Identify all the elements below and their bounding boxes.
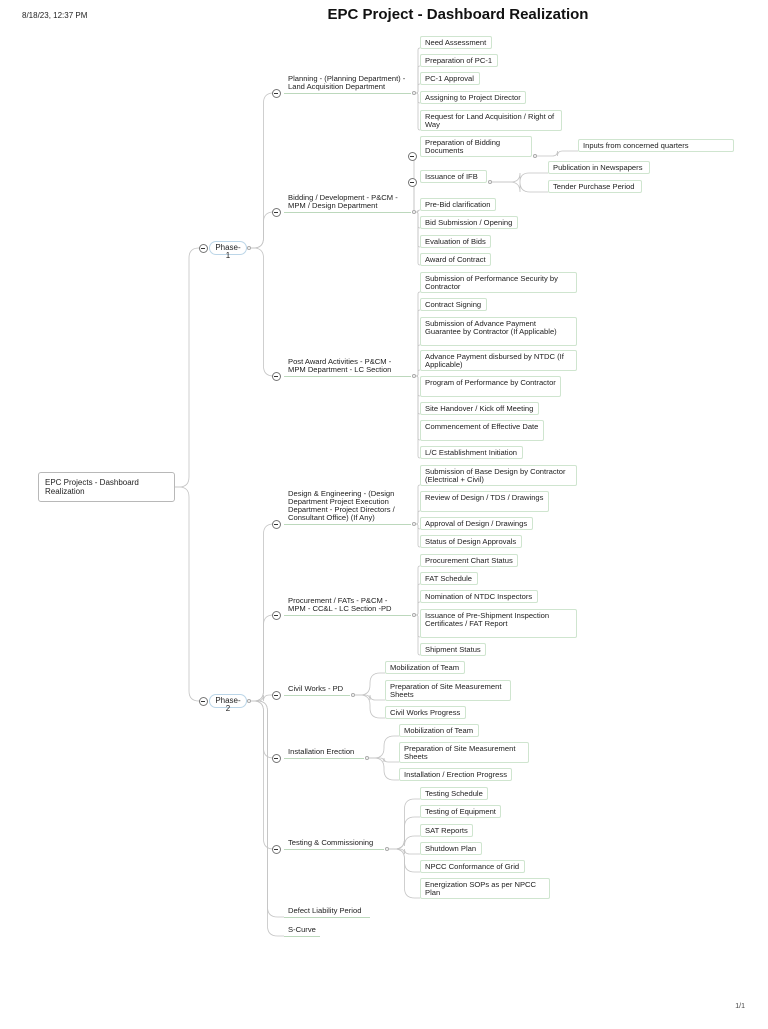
list-item[interactable]: Site Handover / Kick off Meeting	[420, 402, 539, 415]
item-collapse-toggle[interactable]	[408, 152, 417, 161]
branch-collapse-toggle[interactable]	[272, 208, 281, 217]
branch-collapse-toggle[interactable]	[272, 845, 281, 854]
list-item[interactable]: Review of Design / TDS / Drawings	[420, 491, 549, 512]
list-item[interactable]: Mobilization of Team	[385, 661, 465, 674]
phase-1-connector-dot	[247, 246, 251, 250]
page-number: 1/1	[735, 1003, 745, 1010]
list-item[interactable]: Award of Contract	[420, 253, 491, 266]
list-item[interactable]: Issuance of Pre-Shipment Inspection Certificates / FAT Report	[420, 609, 577, 638]
sub-list-item[interactable]: Tender Purchase Period	[548, 180, 642, 193]
list-item[interactable]: Submission of Base Design by Contractor (Electrical + Civil)	[420, 465, 577, 486]
phase-2-connector-dot	[247, 699, 251, 703]
phase-2-collapse-toggle[interactable]	[199, 697, 208, 706]
connector-item	[389, 849, 420, 854]
list-item[interactable]: Bid Submission / Opening	[420, 216, 518, 229]
list-item[interactable]: Mobilization of Team	[399, 724, 479, 737]
branch-collapse-toggle[interactable]	[272, 754, 281, 763]
branch-connector-dot	[412, 91, 416, 95]
connector-sub-item	[537, 151, 578, 156]
connector-item	[416, 370, 420, 376]
branch-connector-dot	[351, 693, 355, 697]
list-item[interactable]: Preparation of Site Measurement Sheets	[399, 742, 529, 763]
branch-node-testing-and-commissioning[interactable]: Testing & Commissioning	[284, 837, 384, 850]
connector-root-phase-2	[175, 487, 203, 701]
list-item[interactable]: Contract Signing	[420, 298, 487, 311]
list-item[interactable]: Need Assessment	[420, 36, 492, 49]
branch-node-planning-planning-department-land-acquis[interactable]: Planning - (Planning Department) - Land Acquisition Department	[284, 73, 411, 94]
branch-node-procurement-fats-pandcm-mpm-ccandl-lc-se[interactable]: Procurement / FATs - P&CM - MPM - CC&L - LC Section -PD	[284, 595, 411, 616]
print-datetime: 8/18/23, 12:37 PM	[22, 11, 88, 20]
list-item[interactable]: Procurement Chart Status	[420, 554, 518, 567]
branch-node-design-and-engineering-design-department[interactable]: Design & Engineering - (Design Department Project Execution Department - Project Directors / Consultant Office) (If Any)	[284, 488, 411, 525]
connector-procurement-fats-pandcm-mpm-ccandl-lc-se	[251, 615, 276, 701]
item-connector-dot	[533, 154, 537, 158]
branch-collapse-toggle[interactable]	[272, 89, 281, 98]
page-title: EPC Project - Dashboard Realization	[327, 6, 589, 23]
list-item[interactable]: Request for Land Acquisition / Right of Way	[420, 110, 562, 131]
phase-node-phase-1[interactable]: Phase-1	[209, 241, 247, 255]
branch-node-defect-liability-period[interactable]: Defect Liability Period	[284, 905, 370, 918]
list-item[interactable]: Program of Performance by Contractor	[420, 376, 561, 397]
branch-collapse-toggle[interactable]	[272, 520, 281, 529]
branch-node-post-award-activities-pandcm-mpm-departm[interactable]: Post Award Activities - P&CM - MPM Department - LC Section	[284, 356, 411, 377]
list-item[interactable]: Submission of Performance Security by Contractor	[420, 272, 577, 293]
connector-item	[355, 695, 385, 700]
item-collapse-toggle[interactable]	[408, 178, 417, 187]
list-item[interactable]: PC-1 Approval	[420, 72, 480, 85]
branch-node-bidding-development-pandcm-mpm-design-de[interactable]: Bidding / Development - P&CM - MPM / Design Department	[284, 192, 411, 213]
branch-connector-dot	[385, 847, 389, 851]
connector-testing-and-commissioning	[251, 701, 276, 849]
list-item[interactable]: Nomination of NTDC Inspectors	[420, 590, 538, 603]
branch-connector-dot	[412, 374, 416, 378]
branch-connector-dot	[365, 756, 369, 760]
list-item[interactable]: Testing of Equipment	[420, 805, 501, 818]
branch-collapse-toggle[interactable]	[272, 691, 281, 700]
item-connector-dot	[488, 180, 492, 184]
list-item[interactable]: Shipment Status	[420, 643, 486, 656]
connector-post-award-activities-pandcm-mpm-departm	[251, 248, 276, 376]
connector-root-phase-1	[175, 248, 203, 487]
list-item[interactable]: Shutdown Plan	[420, 842, 482, 855]
list-item[interactable]: Advance Payment disbursed by NTDC (If Applicable)	[420, 350, 577, 371]
sub-list-item[interactable]: Publication in Newspapers	[548, 161, 650, 174]
connector-s-curve	[251, 701, 284, 936]
branch-node-installation-erection[interactable]: Installation Erection	[284, 746, 364, 759]
list-item[interactable]: Commencement of Effective Date	[420, 420, 544, 441]
connector-item	[369, 758, 399, 762]
connector-item	[355, 673, 385, 695]
list-item[interactable]: Preparation of Site Measurement Sheets	[385, 680, 511, 701]
connector-item	[389, 849, 420, 898]
list-item[interactable]: Testing Schedule	[420, 787, 488, 800]
phase-node-phase-2[interactable]: Phase-2	[209, 694, 247, 708]
list-item[interactable]: Installation / Erection Progress	[399, 768, 512, 781]
list-item[interactable]: Approval of Design / Drawings	[420, 517, 533, 530]
phase-1-collapse-toggle[interactable]	[199, 244, 208, 253]
sub-list-item[interactable]: Inputs from concerned quarters	[578, 139, 734, 152]
list-item[interactable]: Civil Works Progress	[385, 706, 466, 719]
branch-collapse-toggle[interactable]	[272, 611, 281, 620]
branch-collapse-toggle[interactable]	[272, 372, 281, 381]
list-item[interactable]: SAT Reports	[420, 824, 473, 837]
connector-sub-item	[492, 182, 548, 192]
list-item[interactable]: Pre-Bid clarification	[420, 198, 496, 211]
root-node[interactable]: EPC Projects - Dashboard Realization	[38, 472, 175, 502]
branch-connector-dot	[412, 613, 416, 617]
list-item[interactable]: Evaluation of Bids	[420, 235, 491, 248]
list-item[interactable]: Submission of Advance Payment Guarantee by Contractor (If Applicable)	[420, 317, 577, 346]
list-item[interactable]: Preparation of PC-1	[420, 54, 498, 67]
connector-item	[412, 182, 416, 212]
branch-connector-dot	[412, 522, 416, 526]
list-item[interactable]: Preparation of Bidding Documents	[420, 136, 532, 157]
list-item[interactable]: FAT Schedule	[420, 572, 478, 585]
list-item[interactable]: Issuance of IFB	[420, 170, 487, 183]
branch-node-civil-works-pd[interactable]: Civil Works - PD	[284, 683, 350, 696]
connector-sub-item	[492, 173, 548, 182]
connector-item	[369, 736, 399, 758]
list-item[interactable]: NPCC Conformance of Grid	[420, 860, 525, 873]
branch-connector-dot	[412, 210, 416, 214]
list-item[interactable]: Assigning to Project Director	[420, 91, 526, 104]
list-item[interactable]: L/C Establishment Initiation	[420, 446, 523, 459]
list-item[interactable]: Energization SOPs as per NPCC Plan	[420, 878, 550, 899]
list-item[interactable]: Status of Design Approvals	[420, 535, 522, 548]
branch-node-s-curve[interactable]: S-Curve	[284, 924, 320, 937]
